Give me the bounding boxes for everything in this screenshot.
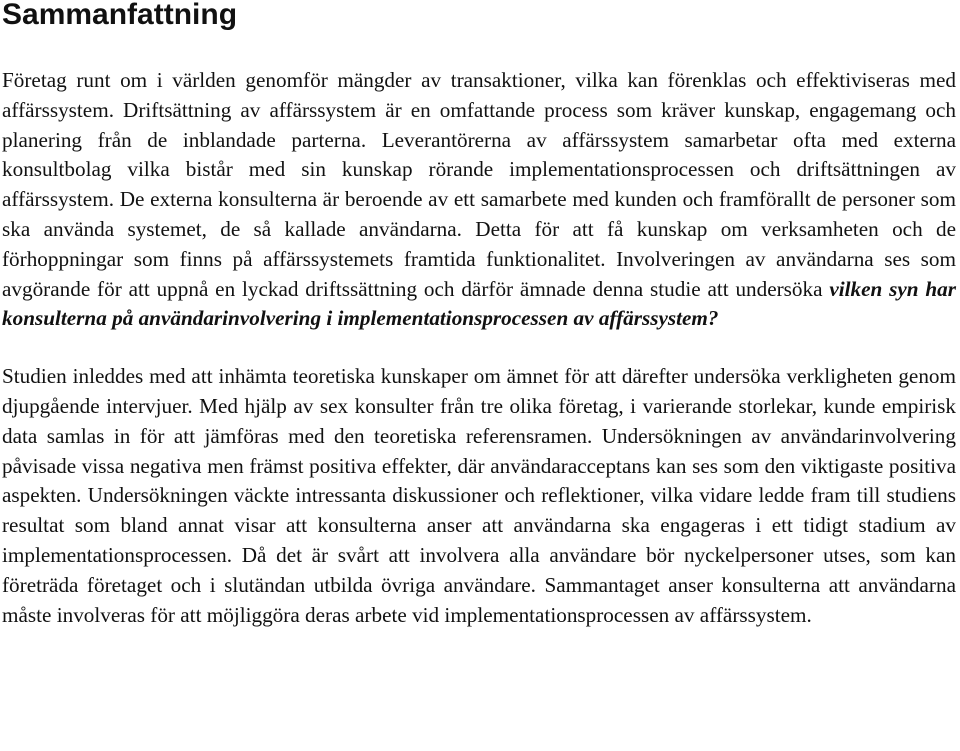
- paragraph-1-text: Företag runt om i världen genomför mängder av transaktioner, vilka kan förenklas och effektiviseras med affärssystem. Driftsättning av affärssystem är en omfattande process som kräver kunskap, engagemang och planering från de inblandade parterna. Leverantörerna av affärssystem samarbetar ofta med externa konsultbolag vilka bistår med sin kunskap rörande implementationsprocessen och driftsättningen av affärssystem. De externa konsulterna är beroende av ett samarbete med kunden och framförallt de personer som ska använda systemet, de så kallade användarna. Detta för att få kunskap om verksamheten och de förhoppningar som finns på affärssystemets framtida funktionalitet. Involveringen av användarna ses som avgörande för att uppnå en lyckad driftssättning och därför ämnade denna studie att undersöka: [2, 68, 956, 301]
- summary-paragraph-2: Studien inleddes med att inhämta teoretiska kunskaper om ämnet för att därefter undersöka verkligheten genom djupgående intervjuer. Med hjälp av sex konsulter från tre olika företag, i varierande storlekar, kunde empirisk data samlas in för att jämföras med den teoretiska referensramen. Undersökningen av användarinvolvering påvisade vissa negativa men främst positiva effekter, där användaracceptans kan ses som den viktigaste positiva aspekten. Undersökningen väckte intressanta diskussioner och reflektioner, vilka vidare ledde fram till studiens resultat som bland annat visar att konsulterna anser att användarna ska engageras i ett tidigt stadium av implementationsprocessen. Då det är svårt att involvera alla användare bör nyckelpersoner utses, som kan företräda företaget och i slutändan utbilda övriga användare. Sammantaget anser konsulterna att användarna måste involveras för att möjliggöra deras arbete vid implementationsprocessen av affärssystem.: [2, 364, 956, 627]
- research-question: vilken syn har konsulterna på användarinvolvering i implementationsprocessen av affärssystem?: [2, 276, 956, 331]
- summary-paragraph-1: [2, 66, 956, 334]
- page-title: Sammanfattning: [2, 0, 238, 31]
